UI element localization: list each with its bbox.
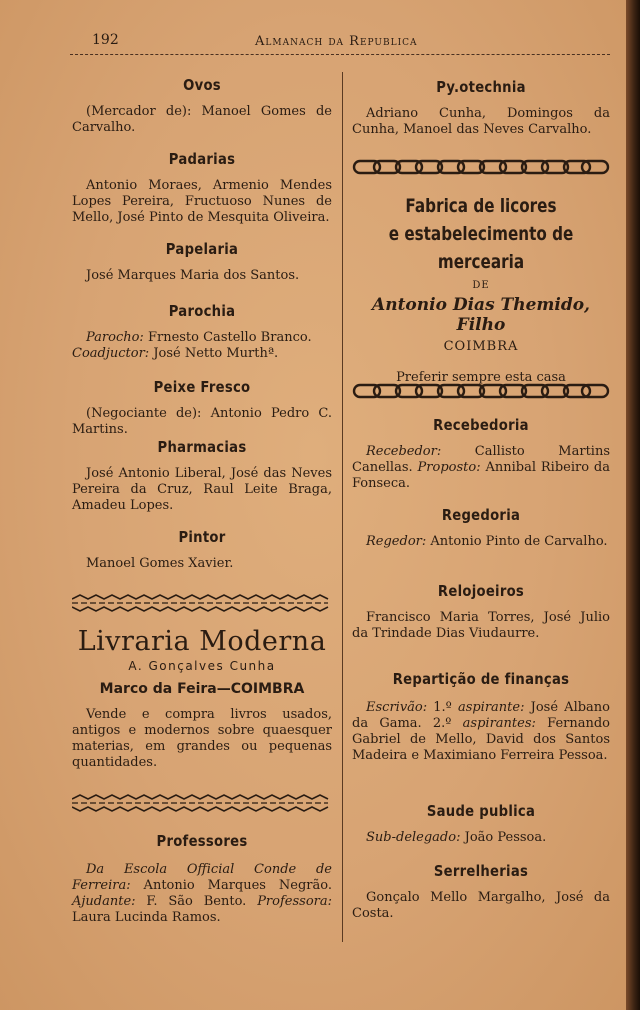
entry-peixe-fresco [72, 378, 332, 438]
role-label: Ajudante: [72, 894, 136, 909]
section-heading: Relojoeiros [437, 582, 525, 600]
entry-ovos [72, 76, 332, 136]
entry-text: Antonio Moraes, Armenio Mendes Lopes Pereira, Fructuoso Nunes de Mello, José Pinto de Mesquita Oliveira. [72, 178, 332, 225]
zigzag-ornament-icon [72, 594, 332, 612]
ad-owner: Antonio Dias Themido, Filho [372, 295, 590, 335]
person-name: Antonio Marques Negrão. [130, 878, 332, 893]
zigzag-ornament-icon [72, 794, 332, 812]
column-divider [342, 72, 343, 942]
entry-serrelherias [352, 862, 610, 922]
role-label: Coadjuctor: [72, 346, 150, 361]
entry-text [352, 700, 610, 764]
role-label: Recebedor: [366, 444, 442, 459]
ad-city: COIMBRA [443, 339, 519, 354]
entry-recebedoria [352, 416, 610, 492]
section-heading: Parochia [168, 302, 236, 320]
role-label: Parocho: [86, 330, 144, 345]
section-heading: Saude publica [426, 802, 536, 820]
ad-title-line: Fabrica de licores [405, 195, 557, 217]
fabrica-advertisement [352, 192, 610, 385]
entry-pharmacias [72, 438, 332, 514]
chain-ornament-icon [352, 382, 610, 400]
entry-relojoeiros [352, 582, 610, 642]
ad-slogan: Preferir sempre esta casa [396, 370, 566, 385]
bookshop-description: Vende e compra livros usados, antigos e modernos sobre quaesquer materias, em grandes ou pequenas quantidades. [72, 707, 332, 770]
bookshop-address: Marco da Feira—COIMBRA [99, 681, 305, 697]
ad-title-line: e estabelecimento de mercearia [388, 223, 574, 273]
bookshop-owner: A. Gonçalves Cunha [128, 659, 276, 673]
entry-regedoria [352, 506, 610, 550]
section-heading: Ovos [183, 76, 221, 94]
entry-text [72, 862, 332, 926]
role-label: Sub-delegado: [366, 830, 461, 845]
section-heading: Padarias [168, 150, 236, 168]
entry-papelaria [72, 240, 332, 284]
running-title: Almanach da Republica [255, 34, 418, 49]
person-name: Callisto Martins Canellas. [352, 444, 610, 475]
entry-saude-publica [352, 802, 610, 846]
section-heading: Pharmacias [157, 438, 247, 456]
entry-pyrotechnia [352, 78, 610, 138]
livraria-advertisement [72, 626, 332, 771]
role-label: Escrivão: [366, 700, 428, 715]
entry-parochia [72, 302, 332, 362]
section-heading: Recebedoria [433, 416, 529, 434]
person-name: Annibal Ribeiro da Fonseca. [352, 460, 611, 491]
person-name: João Pessoa. [460, 830, 547, 845]
section-heading: Pintor [178, 528, 226, 546]
entry-text: José Antonio Liberal, José das Neves Pereira da Cruz, Raul Leite Braga, Amadeu Lopes. [72, 466, 332, 513]
entry-text: (Negociante de): Antonio Pedro C. Martins. [72, 406, 332, 437]
entry-text: Adriano Cunha, Domingos da Cunha, Manoel das Neves Carvalho. [352, 106, 610, 137]
person-name: Frnesto Castello Branco. [143, 330, 312, 345]
section-heading: Professores [156, 832, 248, 850]
entry-text: (Mercador de): Manoel Gomes de Carvalho. [72, 104, 332, 135]
section-heading: Regedoria [441, 506, 521, 524]
entry-reparticao-financas [352, 670, 610, 764]
entry-text [72, 330, 332, 346]
entry-pintor [72, 528, 332, 572]
running-header [70, 28, 610, 55]
person-name: Laura Lucinda Ramos. [72, 910, 221, 925]
entry-text [352, 534, 610, 550]
section-heading: Repartição de finanças [392, 670, 570, 688]
book-spine-edge [626, 0, 640, 1010]
entry-text [72, 346, 332, 362]
chain-ornament-icon [352, 158, 610, 176]
bookshop-name: Livraria Moderna [77, 626, 327, 657]
role-label: Proposto: [417, 460, 481, 475]
person-name: 1.º [427, 700, 458, 715]
entry-text [352, 444, 610, 492]
person-name: Antonio Pinto de Carvalho. [426, 534, 608, 549]
section-heading: Papelaria [165, 240, 239, 258]
entry-text: José Marques Maria dos Santos. [86, 268, 300, 283]
section-heading: Py.otechnia [436, 78, 526, 96]
entry-professores [72, 832, 332, 926]
person-name: José Netto Murthª. [149, 346, 279, 361]
entry-text: Manoel Gomes Xavier. [86, 556, 234, 571]
left-column [72, 70, 332, 930]
entry-padarias [72, 150, 332, 226]
entry-text: Gonçalo Mello Margalho, José da Costa. [352, 890, 610, 921]
role-label: Da Escola Official Conde de Ferreira: [72, 862, 332, 893]
page-number: 192 [92, 32, 119, 48]
section-heading: Peixe Fresco [153, 378, 251, 396]
right-column [352, 70, 610, 930]
person-name: José Albano da Gama. 2.º [352, 700, 610, 731]
role-label: Professora: [257, 894, 332, 909]
entry-text [352, 830, 610, 846]
role-label: aspirante: [457, 700, 525, 715]
person-name: Fernando Gabriel de Mello, David dos Santos Madeira e Maximiano Ferreira Pessoa. [352, 716, 610, 763]
role-label: aspirantes: [462, 716, 536, 731]
role-label: Regedor: [366, 534, 427, 549]
entry-text: Francisco Maria Torres, José Julio da Trindade Dias Viudaurre. [352, 610, 610, 641]
person-name: F. São Bento. [135, 894, 258, 909]
section-heading: Serrelherias [433, 862, 529, 880]
ad-connector: DE [472, 280, 490, 291]
